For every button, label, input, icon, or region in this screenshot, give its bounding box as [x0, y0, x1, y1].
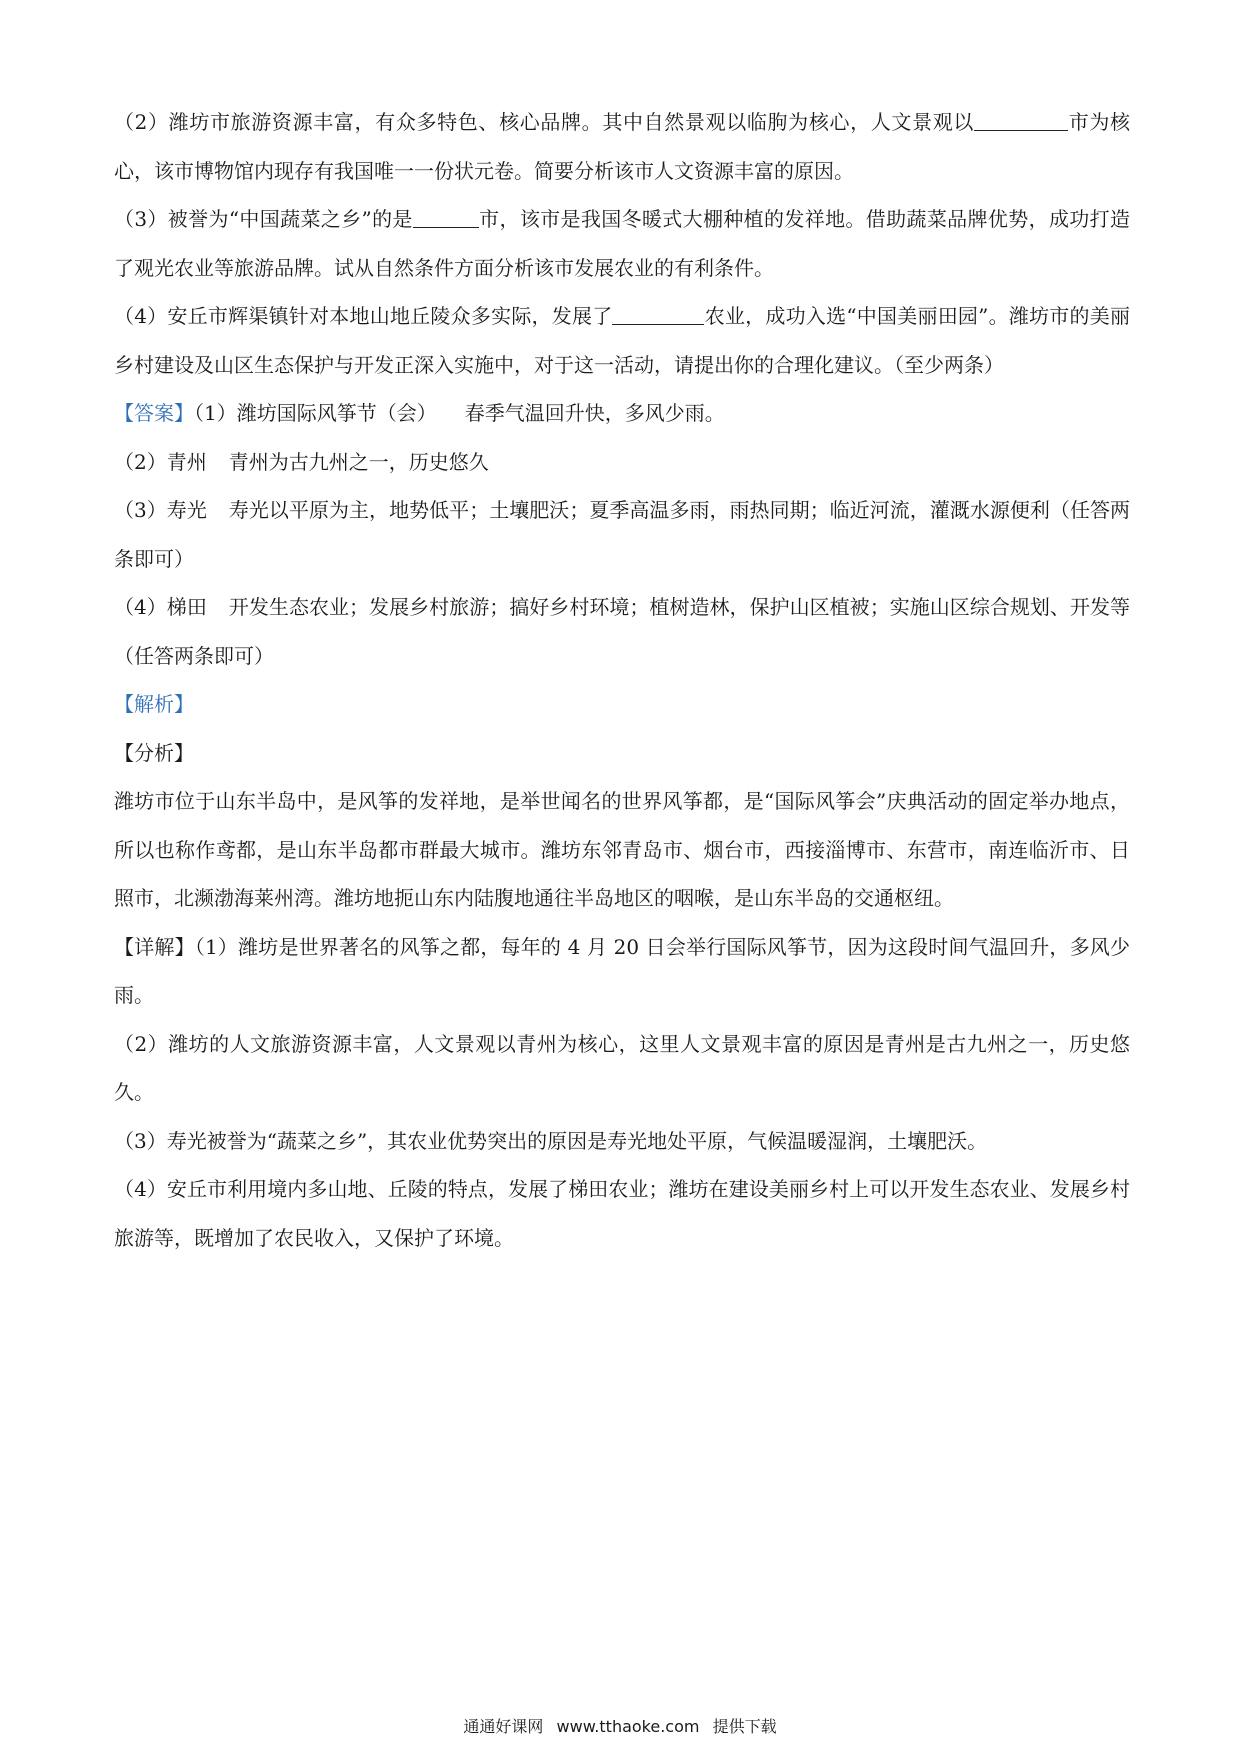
answer-3-label: （3）寿光 [114, 498, 207, 522]
analysis-paragraph [114, 777, 1130, 923]
answer-4-label: （4）梯田 [114, 595, 207, 619]
answer-3-text: 寿光以平原为主，地势低平；土壤肥沃；夏季高温多雨，雨热同期；临近河流，灌溉水源便利（任答两条即可） [114, 498, 1130, 571]
answer-4 [114, 583, 1130, 680]
question-4-blank [612, 304, 704, 325]
question-2-text-start: （2）潍坊市旅游资源丰富，有众多特色、核心品牌。其中自然景观以临朐为核心，人文景观以 [114, 110, 975, 134]
footer-site-name: 通通好课网 [463, 1717, 544, 1736]
document-body [114, 98, 1130, 1262]
question-2-blank [974, 110, 1068, 131]
question-3-blank [413, 207, 479, 228]
answer-1-label: （1）潍坊国际风筝节（会） [194, 401, 437, 425]
analysis-tag: 【解析】 [114, 692, 194, 716]
detail-3-text: （3）寿光被誉为“蔬菜之乡”，其农业优势突出的原因是寿光地处平原，气候温暖湿润，土壤肥沃。 [114, 1128, 988, 1153]
detail-2-text: （2）潍坊的人文旅游资源丰富，人文景观以青州为核心，这里人文景观丰富的原因是青州是古九州之一，历史悠久。 [114, 1031, 1130, 1104]
page-footer [0, 1714, 1240, 1737]
question-3 [114, 195, 1130, 292]
question-4 [114, 292, 1130, 389]
answer-1 [114, 389, 1130, 438]
answer-2 [114, 438, 1130, 487]
footer-suffix: 提供下载 [712, 1717, 777, 1736]
detail-4 [114, 1165, 1130, 1262]
footer-url[interactable]: www.tthaoke.com [556, 1717, 700, 1736]
answer-1-text: 春季气温回升快，多风少雨。 [464, 401, 725, 425]
question-4-text-start: （4）安丘市辉渠镇针对本地山地丘陵众多实际，发展了 [114, 304, 613, 328]
detail-4-text: （4）安丘市利用境内多山地、丘陵的特点，发展了梯田农业；潍坊在建设美丽乡村上可以开发生态农业、发展乡村旅游等，既增加了农民收入，又保护了环境。 [114, 1177, 1130, 1250]
question-4-text-end: 农业，成功入选“中国美丽田园”。潍坊市的美丽乡村建设及山区生态保护与开发正深入实施中，对于这一活动，请提出你的合理化建议。（至少两条） [114, 304, 1130, 377]
question-3-text-end: 市，该市是我国冬暖式大棚种植的发祥地。借助蔬菜品牌优势，成功打造了观光农业等旅游品牌。试从自然条件方面分析该市发展农业的有利条件。 [114, 207, 1130, 280]
analysis-sub-tag: 【分析】 [114, 740, 194, 765]
question-3-text-start: （3）被誉为“中国蔬菜之乡”的是 [114, 207, 413, 231]
question-2-text-end: 市为核心，该市博物馆内现存有我国唯一一份状元卷。简要分析该市人文资源丰富的原因。 [114, 110, 1130, 183]
detail-tag: 【详解】 [114, 934, 195, 959]
detail-1 [114, 923, 1130, 1020]
answer-3 [114, 486, 1130, 583]
answer-tag: 【答案】 [114, 401, 194, 425]
answer-4-text: 开发生态农业；发展乡村旅游；搞好乡村环境；植树造林，保护山区植被；实施山区综合规划、开发等（任答两条即可） [114, 595, 1130, 668]
analysis-text: 潍坊市位于山东半岛中，是风筝的发祥地，是举世闻名的世界风筝都，是“国际风筝会”庆典活动的固定举办地点，所以也称作鸢都，是山东半岛都市群最大城市。潍坊东邻青岛市、烟台市，西接淄博市、东营市，南连临沂市、日照市，北濒渤海莱州湾。潍坊地扼山东内陆腹地通往半岛地区的咽喉，是山东半岛的交通枢纽。 [114, 789, 1130, 910]
answer-2-text: 青州为古九州之一，历史悠久 [228, 449, 489, 474]
question-2 [114, 98, 1130, 195]
detail-2 [114, 1020, 1130, 1117]
analysis-sub-heading [114, 729, 1130, 778]
detail-3 [114, 1117, 1130, 1166]
analysis-heading [114, 680, 1130, 729]
answer-2-label: （2）青州 [114, 449, 207, 474]
detail-1-text: （1）潍坊是世界著名的风筝之都，每年的 4 月 20 日会举行国际风筝节，因为这段时间气温回升，多风少雨。 [114, 934, 1131, 1007]
